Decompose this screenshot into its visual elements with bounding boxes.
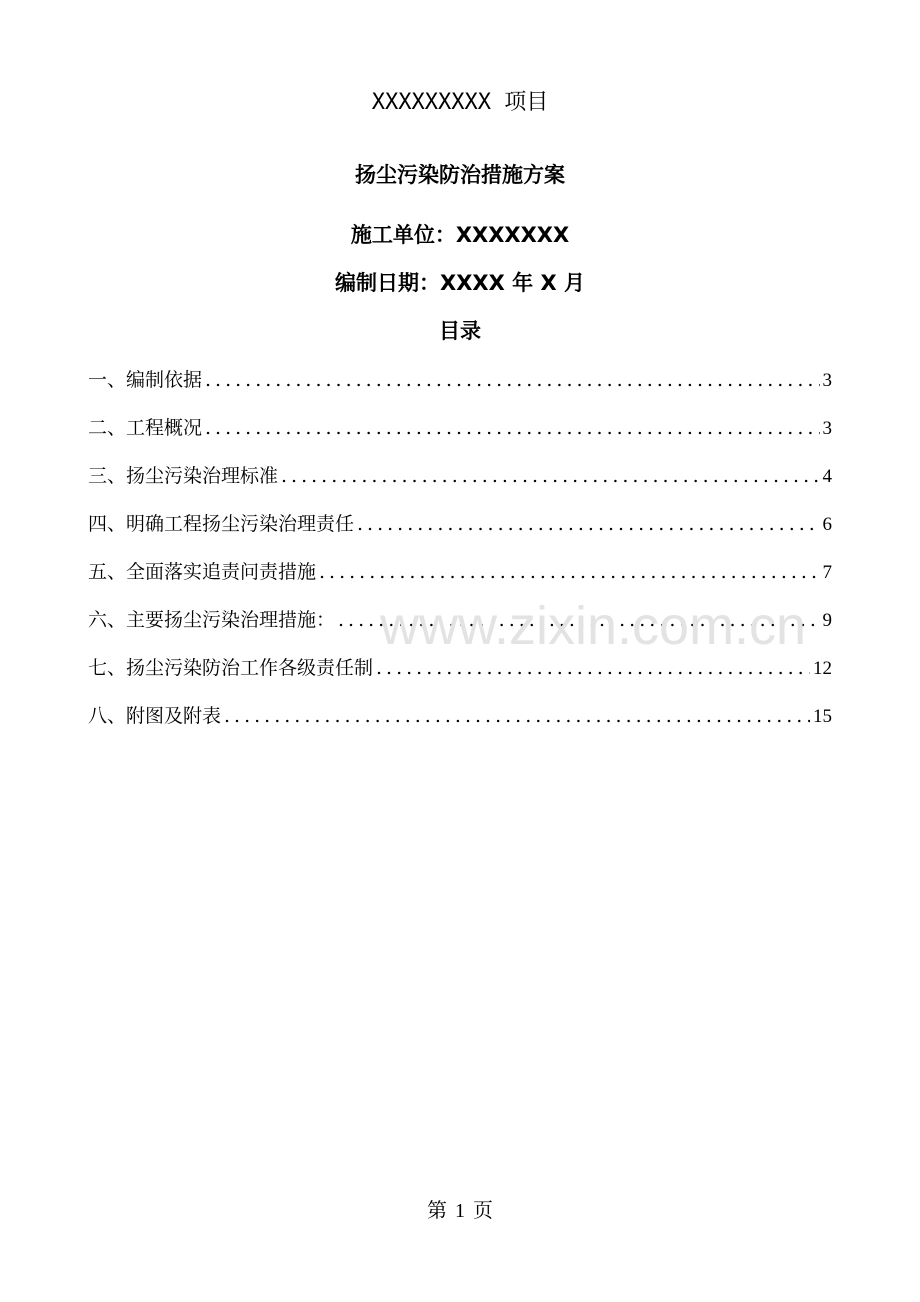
toc-dot-leader (319, 555, 819, 589)
document-title: 扬尘污染防治措施方案 (355, 163, 565, 187)
compile-date-month-unit: 月 (563, 271, 585, 295)
toc-dot-leader (338, 603, 819, 637)
toc-entry[interactable] (88, 555, 832, 603)
toc-entry-title: 二、工程概况 (88, 417, 203, 439)
toc-entry[interactable] (88, 651, 832, 699)
toc-entry[interactable] (88, 603, 832, 651)
toc-entry-title: 六、主要扬尘污染治理措施： (88, 609, 336, 631)
toc-entry-page: 6 (822, 514, 832, 535)
toc-entry-page: 3 (822, 418, 832, 439)
table-of-contents (88, 363, 832, 747)
compile-date-label: 编制日期： (335, 271, 441, 295)
toc-entry-page: 15 (813, 706, 832, 727)
toc-entry[interactable] (88, 363, 832, 411)
compile-date-year-unit: 年 (512, 271, 534, 295)
project-title-suffix: 项目 (504, 90, 549, 115)
toc-dot-leader (224, 699, 810, 733)
construction-unit-label: 施工单位： (350, 223, 456, 247)
toc-entry-page: 4 (822, 466, 832, 487)
toc-dot-leader (205, 411, 819, 445)
construction-unit-value: XXXXXXX (455, 223, 570, 247)
footer-page-number: 1 (455, 1200, 465, 1222)
page-footer (0, 1193, 920, 1228)
toc-heading: 目录 (439, 319, 481, 343)
project-title (0, 86, 920, 120)
toc-entry-title: 七、扬尘污染防治工作各级责任制 (88, 657, 374, 679)
toc-entry[interactable] (88, 459, 832, 507)
toc-dot-leader (205, 363, 819, 397)
watermark: www.zixin.com.cn (380, 596, 807, 656)
toc-entry-title: 三、扬尘污染治理标准 (88, 465, 279, 487)
footer-prefix: 第 (427, 1198, 447, 1222)
toc-entry-title: 一、编制依据 (88, 369, 203, 391)
toc-entry-page: 12 (813, 658, 832, 679)
compile-date (0, 266, 920, 300)
toc-entry-title: 八、附图及附表 (88, 705, 222, 727)
toc-entry[interactable] (88, 411, 832, 459)
toc-entry-page: 7 (822, 562, 832, 583)
construction-unit (0, 218, 920, 252)
toc-entry[interactable] (88, 507, 832, 555)
toc-entry-title: 五、全面落实追责问责措施 (88, 561, 317, 583)
project-title-code: XXXXXXXXX (371, 90, 491, 115)
toc-entry-page: 9 (822, 610, 832, 631)
toc-dot-leader (357, 507, 819, 541)
toc-entry[interactable] (88, 699, 832, 747)
toc-entry-title: 四、明确工程扬尘污染治理责任 (88, 513, 355, 535)
toc-dot-leader (281, 459, 819, 493)
toc-dot-leader (376, 651, 810, 685)
compile-date-month: X (540, 271, 557, 295)
footer-suffix: 页 (473, 1198, 493, 1222)
toc-entry-page: 3 (822, 370, 832, 391)
compile-date-year: XXXX (440, 271, 505, 295)
